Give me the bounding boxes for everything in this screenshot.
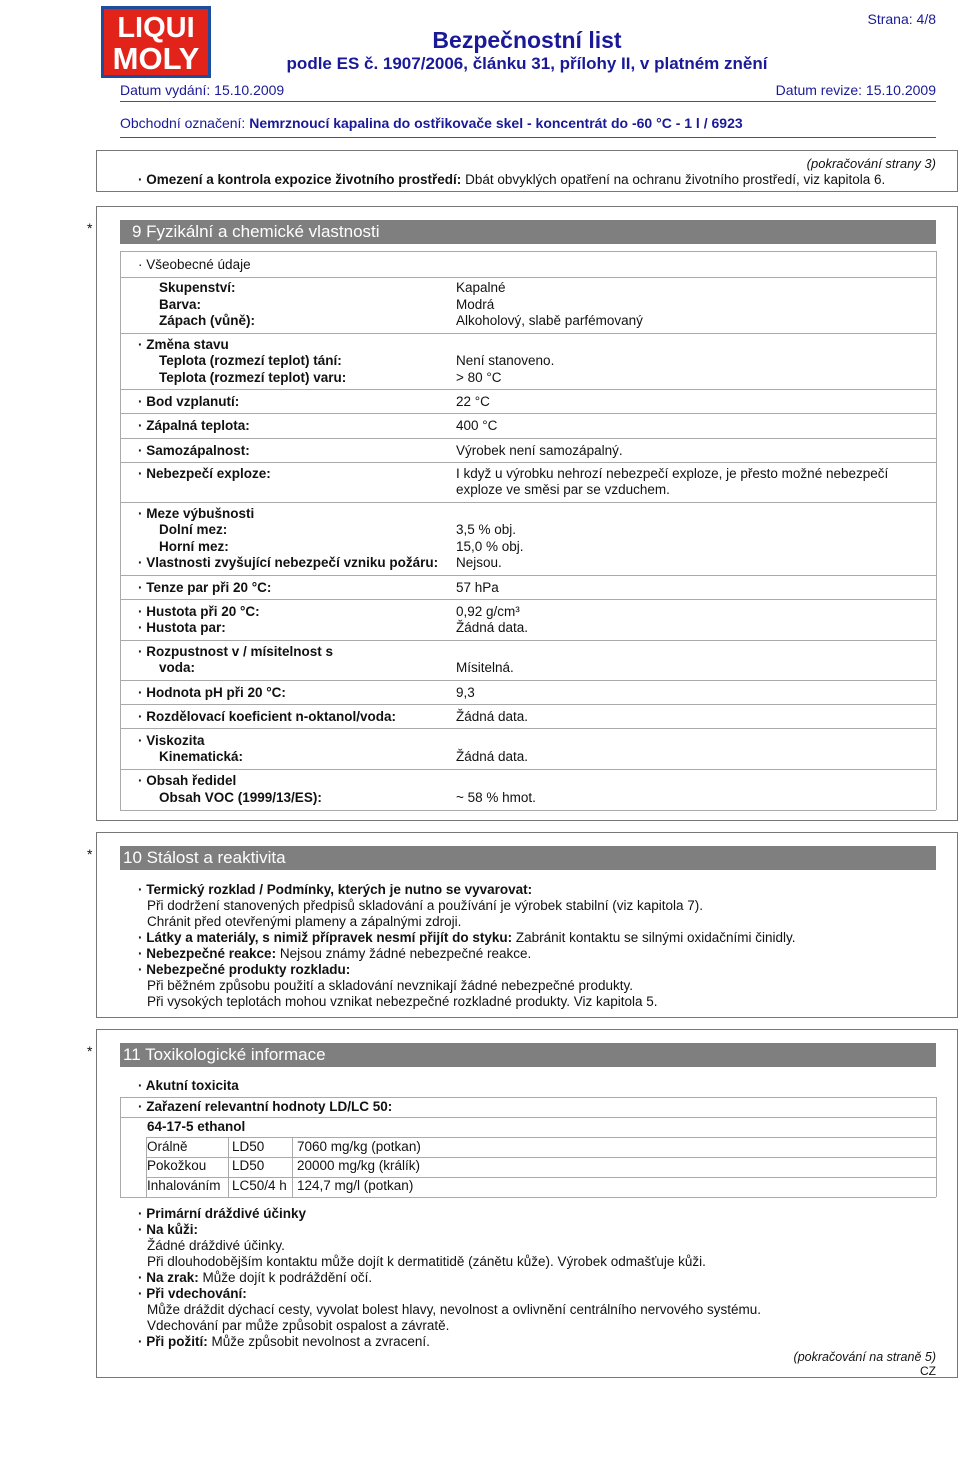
revision-date: Datum revize: 15.10.2009	[775, 82, 936, 98]
tox-route: Orálně	[147, 1139, 188, 1154]
row-divider	[120, 502, 936, 503]
section10-header	[120, 846, 936, 870]
tox-col-divider	[292, 1137, 293, 1197]
row-divider	[120, 599, 936, 600]
odor-label: Zápach (vůně):	[159, 313, 256, 328]
color-label: Barva:	[159, 297, 202, 312]
tox-route: Pokožkou	[147, 1158, 207, 1173]
continued-from: (pokračování strany 3)	[806, 156, 936, 171]
row-divider	[120, 1117, 936, 1118]
row-divider	[120, 438, 936, 439]
tox-route: Inhalováním	[147, 1178, 221, 1193]
language-code: CZ	[920, 1364, 936, 1378]
env-exposure	[138, 172, 885, 187]
lower-label: Dolní mez:	[159, 522, 228, 537]
eye-label: · Na zrak:	[138, 1270, 199, 1285]
explosion-value-1: I když u výrobku nehrozí nebezpečí exploze, je přesto možné nebezpečí	[456, 466, 889, 481]
page-number: Strana: 4/8	[867, 11, 936, 27]
solvent-heading: · Obsah ředidel	[138, 773, 237, 788]
ph-value: 9,3	[456, 685, 475, 700]
acute-heading: · Akutní toxicita	[138, 1078, 239, 1093]
selfign-label: · Samozápalnost:	[138, 443, 250, 458]
section11-change-marker: *	[87, 1043, 93, 1059]
section9-header	[120, 220, 936, 244]
skin-text-2: Při dlouhodobějším kontaktu může dojít k dermatitidě (zánětu kůže). Výrobek odmašťuje kůži.	[147, 1254, 706, 1269]
dangerous-label: · Nebezpečné reakce:	[138, 946, 277, 961]
tox-table-top	[120, 1097, 936, 1098]
incompat-value: Zabránit kontaktu se silnými oxidačními činidly.	[515, 930, 796, 945]
tox-table-right	[936, 1097, 937, 1197]
trade-name-label: Obchodní označení:	[120, 115, 246, 131]
row-divider	[120, 277, 936, 278]
kinematic-value: Žádná data.	[456, 749, 529, 764]
trade-name-value: Nemrznoucí kapalina do ostřikovače skel - koncentrát do -60 °C - 1 l / 6923	[249, 115, 743, 131]
decomp-text-1: Při dodržení stanovených předpisů skladování a používání je výrobek stabilní (viz kapitola 7).	[147, 898, 704, 913]
solubility-water-label: voda:	[159, 660, 196, 675]
incompat-label: · Látky a materiály, s nimiž přípravek nesmí přijít do styku:	[138, 930, 513, 945]
svg-text:LIQUI: LIQUI	[117, 12, 195, 44]
document-title: Bezpečnostní list	[432, 27, 622, 53]
inhal-label: · Při vdechování:	[138, 1286, 247, 1301]
ld-label: · Zařazení relevantní hodnoty LD/LC 50:	[138, 1099, 393, 1114]
substance-name: 64-17-5 ethanol	[147, 1119, 246, 1134]
selfign-value: Výrobek není samozápalný.	[456, 443, 623, 458]
row-divider	[120, 575, 936, 576]
tox-type: LD50	[232, 1139, 265, 1154]
state-change-heading: · Změna stavu	[138, 337, 229, 352]
tox-col-divider	[228, 1137, 229, 1197]
env-exposure-value: Dbát obvyklých opatření na ochranu životního prostředí, viz kapitola 6.	[465, 172, 886, 187]
decomp-text-2: Chránit před otevřenými plameny a zápalnými zdroji.	[147, 914, 462, 929]
primary-label: · Primární dráždivé účinky	[138, 1206, 307, 1221]
upper-value: 15,0 % obj.	[456, 539, 524, 554]
tox-table-bottom	[120, 1197, 936, 1198]
products-label: · Nebezpečné produkty rozkladu:	[138, 962, 351, 977]
ingest-label: · Při požití:	[138, 1334, 208, 1349]
row-divider	[120, 810, 936, 811]
env-exposure-label: · Omezení a kontrola expozice životního prostředí:	[138, 172, 462, 187]
voc-value: ~ 58 % hmot.	[456, 790, 536, 805]
section9-title: 9 Fyzikální a chemické vlastnosti	[132, 222, 380, 241]
tox-value: 20000 mg/kg (králík)	[297, 1158, 421, 1173]
ingest-line	[138, 1334, 430, 1349]
limits-heading: · Meze výbušnosti	[138, 506, 255, 521]
general-heading: · Všeobecné údaje	[138, 257, 251, 272]
row-divider	[120, 640, 936, 641]
dangerous-value: Nejsou známy žádné nebezpečné reakce.	[279, 946, 532, 961]
melt-label: Teplota (rozmezí teplot) tání:	[159, 353, 342, 368]
section11-header	[120, 1043, 936, 1067]
issue-date: Datum vydání: 15.10.2009	[120, 82, 285, 98]
vdensity-value: Žádná data.	[456, 620, 529, 635]
inhal-text-2: Vdechování par může způsobit ospalost a závratě.	[147, 1318, 450, 1333]
decomp-label: · Termický rozklad / Podmínky, kterých je nutno se vyvarovat:	[138, 882, 533, 897]
vdensity-label: · Hustota par:	[138, 620, 226, 635]
section11-title: 11 Toxikologické informace	[123, 1045, 326, 1064]
ingest-value: Může způsobit nevolnost a zvracení.	[211, 1334, 430, 1349]
trade-divider	[120, 137, 936, 138]
inhal-text-1: Může dráždit dýchací cesty, vyvolat bolest hlavy, nevolnost a ovlivnění centrálního nervového systému.	[147, 1302, 762, 1317]
row-divider	[120, 680, 936, 681]
row-divider	[120, 462, 936, 463]
skin-label: · Na kůži:	[138, 1222, 199, 1237]
row-divider	[120, 728, 936, 729]
oxid-label: · Vlastnosti zvyšující nebezpečí vzniku požáru:	[138, 555, 439, 570]
form-value: Kapalné	[456, 280, 506, 295]
section9-change-marker: *	[87, 220, 93, 236]
row-divider	[146, 1157, 936, 1158]
solubility-value: Mísitelná.	[456, 660, 514, 675]
density-label: · Hustota při 20 °C:	[138, 604, 260, 619]
incompat-line	[138, 930, 796, 945]
ph-label: · Hodnota pH při 20 °C:	[138, 685, 286, 700]
document-subtitle: podle ES č. 1907/2006, článku 31, přílohy II, v platném znění	[286, 54, 768, 73]
oxid-value: Nejsou.	[456, 555, 502, 570]
explosion-label: · Nebezpečí exploze:	[138, 466, 271, 481]
explosion-value-2: exploze ve směsi par se vzduchem.	[456, 482, 670, 497]
tox-value: 7060 mg/kg (potkan)	[297, 1139, 421, 1154]
row-divider	[120, 769, 936, 770]
odor-value: Alkoholový, slabě parfémovaný	[456, 313, 643, 328]
boil-label: Teplota (rozmezí teplot) varu:	[159, 370, 347, 385]
table-right-border	[936, 251, 937, 810]
color-value: Modrá	[456, 297, 495, 312]
table-left-border	[120, 251, 121, 810]
partition-label: · Rozdělovací koeficient n-oktanol/voda:	[138, 709, 397, 724]
vapor-label: · Tenze par při 20 °C:	[138, 580, 272, 595]
products-text-2: Při vysokých teplotách mohou vznikat nebezpečné rozkladné produkty. Viz kapitola 5.	[147, 994, 658, 1009]
row-divider	[146, 1137, 936, 1138]
eye-value: Může dojít k podráždění očí.	[202, 1270, 373, 1285]
row-divider	[120, 413, 936, 414]
eye-line	[138, 1270, 372, 1285]
ignition-label: · Zápalná teplota:	[138, 418, 250, 433]
melt-value: Není stanoveno.	[456, 353, 555, 368]
trade-name	[120, 115, 743, 131]
products-text-1: Při běžném způsobu použití a skladování nevznikají žádné nebezpečné produkty.	[147, 978, 634, 993]
header-divider	[120, 101, 936, 102]
voc-label: Obsah VOC (1999/13/ES):	[159, 790, 322, 805]
lower-value: 3,5 % obj.	[456, 522, 517, 537]
vapor-value: 57 hPa	[456, 580, 499, 595]
row-divider	[120, 704, 936, 705]
flash-label: · Bod vzplanutí:	[138, 394, 240, 409]
section10-title: 10 Stálost a reaktivita	[123, 848, 286, 867]
svg-text:MOLY: MOLY	[112, 41, 200, 76]
row-divider	[120, 333, 936, 334]
section10-change-marker: *	[87, 846, 93, 862]
upper-label: Horní mez:	[159, 539, 229, 554]
ignition-value: 400 °C	[456, 418, 498, 433]
skin-text-1: Žádné dráždivé účinky.	[147, 1238, 285, 1253]
tox-type: LD50	[232, 1158, 265, 1173]
flash-value: 22 °C	[456, 394, 490, 409]
partition-value: Žádná data.	[456, 709, 529, 724]
kinematic-label: Kinematická:	[159, 749, 244, 764]
form-label: Skupenství:	[159, 280, 236, 295]
viscosity-heading: · Viskozita	[138, 733, 205, 748]
row-divider	[120, 251, 936, 252]
continued-to: (pokračování na straně 5)	[793, 1350, 936, 1364]
boil-value: > 80 °C	[456, 370, 502, 385]
tox-value: 124,7 mg/l (potkan)	[297, 1178, 414, 1193]
tox-type: LC50/4 h	[232, 1178, 287, 1193]
solubility-label: · Rozpustnost v / mísitelnost s	[138, 644, 334, 659]
row-divider	[120, 389, 936, 390]
dangerous-line	[138, 946, 531, 961]
density-value: 0,92 g/cm³	[456, 604, 520, 619]
tox-table-left	[120, 1097, 121, 1197]
